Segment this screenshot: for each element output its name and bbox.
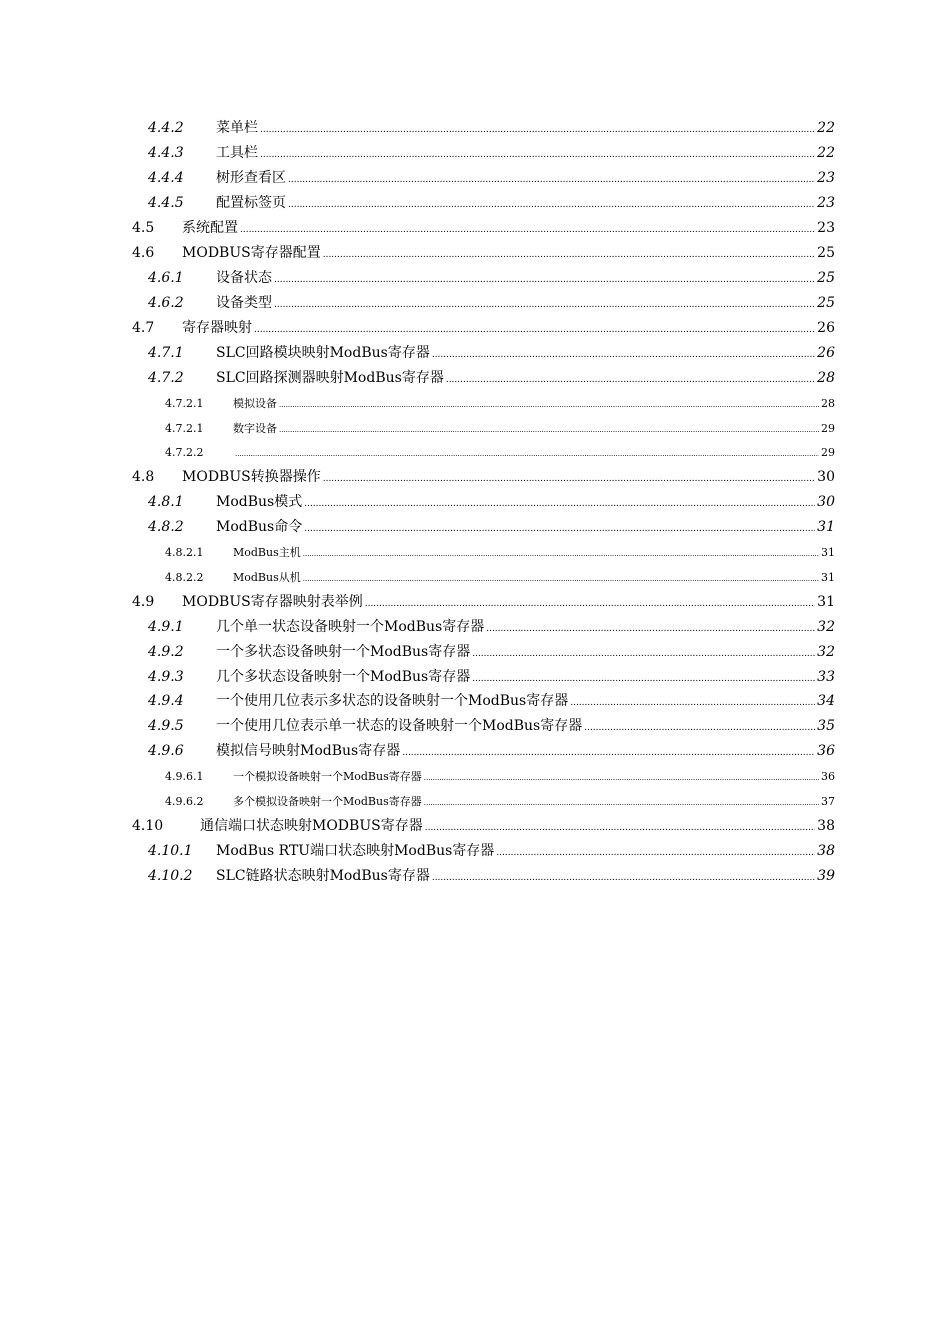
toc-entry[interactable] bbox=[132, 218, 835, 240]
toc-number: 4.5 bbox=[132, 220, 155, 236]
toc-entry[interactable] bbox=[148, 143, 835, 165]
toc-title: MODBUS寄存器映射表举例 bbox=[182, 594, 363, 610]
toc-number: 4.8.1 bbox=[148, 494, 184, 510]
toc-page: 31 bbox=[817, 519, 835, 535]
toc-number: 4.7.2.2 bbox=[165, 446, 204, 459]
toc-leader bbox=[279, 395, 819, 415]
toc-leader bbox=[323, 245, 815, 265]
toc-number: 4.9.2 bbox=[148, 644, 184, 660]
toc-leader bbox=[496, 843, 815, 863]
toc-page: 37 bbox=[821, 795, 835, 808]
toc-title: 模拟信号映射ModBus寄存器 bbox=[216, 743, 401, 759]
toc-title: 菜单栏 bbox=[216, 120, 258, 136]
toc-page: 36 bbox=[821, 770, 835, 783]
toc-entry[interactable] bbox=[132, 243, 835, 265]
toc-title: SLC回路模块映射ModBus寄存器 bbox=[216, 345, 430, 361]
toc-number: 4.7 bbox=[132, 320, 155, 336]
toc-title: 数字设备 bbox=[233, 422, 277, 435]
toc-page: 31 bbox=[821, 546, 835, 559]
toc-title: 树形查看区 bbox=[216, 170, 286, 186]
toc-page: 31 bbox=[817, 594, 835, 610]
toc-number: 4.6 bbox=[132, 245, 155, 261]
toc-entry[interactable] bbox=[148, 741, 835, 763]
toc-number: 4.6.2 bbox=[148, 295, 184, 311]
toc-entry[interactable] bbox=[148, 617, 835, 639]
toc-page: 28 bbox=[817, 370, 835, 386]
toc-page: 22 bbox=[817, 120, 835, 136]
toc-leader bbox=[274, 270, 815, 290]
toc-entry[interactable] bbox=[132, 318, 835, 340]
toc-number: 4.8.2 bbox=[148, 519, 184, 535]
toc-leader bbox=[472, 669, 815, 689]
toc-title: 一个模拟设备映射一个ModBus寄存器 bbox=[233, 770, 422, 783]
toc-entry[interactable] bbox=[132, 592, 835, 614]
toc-page: 36 bbox=[817, 743, 835, 759]
toc-page: 29 bbox=[821, 446, 835, 459]
toc-page: 26 bbox=[817, 320, 835, 336]
toc-leader bbox=[425, 818, 815, 838]
toc-entry[interactable] bbox=[148, 193, 835, 215]
toc-entry[interactable] bbox=[165, 443, 835, 464]
toc-entry[interactable] bbox=[148, 293, 835, 315]
toc-entry[interactable] bbox=[148, 866, 835, 888]
toc-leader bbox=[323, 469, 815, 489]
toc-entry[interactable] bbox=[148, 667, 835, 689]
toc-entry[interactable] bbox=[148, 268, 835, 290]
toc-number: 4.4.3 bbox=[148, 145, 184, 161]
toc-number: 4.4.4 bbox=[148, 170, 184, 186]
toc-title: ModBus从机 bbox=[233, 571, 301, 584]
toc-leader bbox=[432, 345, 815, 365]
toc-number: 4.10 bbox=[132, 818, 164, 834]
toc-leader bbox=[424, 793, 819, 813]
toc-number: 4.8.2.2 bbox=[165, 571, 204, 584]
toc-leader bbox=[304, 519, 815, 539]
toc-leader bbox=[365, 594, 815, 614]
toc-page: 34 bbox=[817, 693, 835, 709]
toc-entry[interactable] bbox=[132, 467, 835, 489]
toc-entry[interactable] bbox=[148, 343, 835, 365]
toc-page: 23 bbox=[817, 195, 835, 211]
toc-title: 配置标签页 bbox=[216, 195, 286, 211]
toc-entry[interactable] bbox=[165, 568, 835, 589]
toc-page: 32 bbox=[817, 644, 835, 660]
toc-entry[interactable] bbox=[148, 517, 835, 539]
toc-title: 设备状态 bbox=[216, 270, 272, 286]
toc-number: 4.7.2 bbox=[148, 370, 184, 386]
toc-entry[interactable] bbox=[148, 492, 835, 514]
toc-title: ModBus模式 bbox=[216, 494, 303, 510]
toc-title: 设备类型 bbox=[216, 295, 272, 311]
toc-entry[interactable] bbox=[165, 543, 835, 564]
toc-leader bbox=[288, 170, 815, 190]
toc-entry[interactable] bbox=[148, 168, 835, 190]
toc-leader bbox=[260, 120, 815, 140]
toc-leader bbox=[432, 868, 815, 888]
toc-entry[interactable] bbox=[148, 841, 835, 863]
toc-title: 一个多状态设备映射一个ModBus寄存器 bbox=[216, 644, 471, 660]
toc-page: 32 bbox=[817, 619, 835, 635]
toc-title: MODBUS转换器操作 bbox=[182, 469, 321, 485]
toc-number: 4.10.1 bbox=[148, 843, 193, 859]
toc-leader bbox=[288, 195, 815, 215]
toc-page: 26 bbox=[817, 345, 835, 361]
toc-page: 30 bbox=[817, 494, 835, 510]
toc-number: 4.8.2.1 bbox=[165, 546, 204, 559]
toc-page: 29 bbox=[821, 422, 835, 435]
toc-entry[interactable] bbox=[148, 368, 835, 390]
toc-page: 23 bbox=[817, 170, 835, 186]
toc-title: 一个使用几位表示单一状态的设备映射一个ModBus寄存器 bbox=[216, 718, 583, 734]
toc-title: 通信端口状态映射MODBUS寄存器 bbox=[200, 818, 423, 834]
toc-leader bbox=[303, 569, 819, 589]
toc-page: 25 bbox=[817, 270, 835, 286]
toc-title: 一个使用几位表示多状态的设备映射一个ModBus寄存器 bbox=[216, 693, 569, 709]
toc-number: 4.6.1 bbox=[148, 270, 184, 286]
toc-page: 22 bbox=[817, 145, 835, 161]
toc-leader bbox=[570, 693, 815, 713]
toc-page: 25 bbox=[817, 245, 835, 261]
toc-leader bbox=[472, 644, 815, 664]
toc-number: 4.7.1 bbox=[148, 345, 184, 361]
toc-title: SLC回路探测器映射ModBus寄存器 bbox=[216, 370, 444, 386]
toc-entry[interactable] bbox=[132, 816, 835, 838]
toc-title: ModBus主机 bbox=[233, 546, 301, 559]
toc-leader bbox=[279, 420, 819, 440]
toc-number: 4.9.6 bbox=[148, 743, 184, 759]
toc-entry[interactable] bbox=[165, 394, 835, 415]
toc-page: 25 bbox=[817, 295, 835, 311]
toc-entry[interactable] bbox=[165, 792, 835, 813]
toc-leader bbox=[260, 145, 815, 165]
toc-number: 4.4.5 bbox=[148, 195, 184, 211]
toc-number: 4.9.3 bbox=[148, 669, 184, 685]
toc-page: 33 bbox=[817, 669, 835, 685]
toc-number: 4.7.2.1 bbox=[165, 397, 204, 410]
toc-number: 4.9.6.2 bbox=[165, 795, 204, 808]
toc-title: SLC链路状态映射ModBus寄存器 bbox=[216, 868, 430, 884]
toc-entry[interactable] bbox=[148, 118, 835, 140]
toc-leader bbox=[446, 370, 815, 390]
toc-entry[interactable] bbox=[165, 767, 835, 788]
toc-page: 39 bbox=[817, 868, 835, 884]
toc-leader bbox=[240, 220, 815, 240]
toc-title: 几个多状态设备映射一个ModBus寄存器 bbox=[216, 669, 471, 685]
toc-number: 4.9.4 bbox=[148, 693, 184, 709]
toc-number: 4.10.2 bbox=[148, 868, 193, 884]
toc-title: 几个单一状态设备映射一个ModBus寄存器 bbox=[216, 619, 485, 635]
toc-number: 4.9.1 bbox=[148, 619, 184, 635]
toc-number: 4.4.2 bbox=[148, 120, 184, 136]
toc-leader bbox=[304, 494, 815, 514]
toc-title: 多个模拟设备映射一个ModBus寄存器 bbox=[233, 795, 422, 808]
toc-title: 寄存器映射 bbox=[182, 320, 252, 336]
toc-entry[interactable] bbox=[165, 419, 835, 440]
toc-title: ModBus命令 bbox=[216, 519, 303, 535]
toc-page: 30 bbox=[817, 469, 835, 485]
toc-page: 23 bbox=[817, 220, 835, 236]
toc-title: 模拟设备 bbox=[233, 397, 277, 410]
toc-number: 4.9 bbox=[132, 594, 155, 610]
toc-number: 4.9.6.1 bbox=[165, 770, 204, 783]
toc-number: 4.9.5 bbox=[148, 718, 184, 734]
toc-leader bbox=[584, 718, 815, 738]
toc-entry[interactable] bbox=[148, 642, 835, 664]
toc-leader bbox=[402, 743, 815, 763]
toc-page: 28 bbox=[821, 397, 835, 410]
toc-entry[interactable] bbox=[148, 716, 835, 738]
toc-number: 4.7.2.1 bbox=[165, 422, 204, 435]
toc-page: 38 bbox=[817, 843, 835, 859]
toc-leader bbox=[274, 295, 815, 315]
toc-leader bbox=[424, 768, 819, 788]
toc-page: 35 bbox=[817, 718, 835, 734]
toc-title: MODBUS寄存器配置 bbox=[182, 245, 321, 261]
toc-leader bbox=[254, 320, 815, 340]
toc-leader bbox=[303, 544, 819, 564]
toc-entry[interactable] bbox=[148, 691, 835, 713]
toc-title: ModBus RTU端口状态映射ModBus寄存器 bbox=[216, 843, 495, 859]
toc-page: 31 bbox=[821, 571, 835, 584]
toc-title: 工具栏 bbox=[216, 145, 258, 161]
toc-number: 4.8 bbox=[132, 469, 155, 485]
toc-page: 38 bbox=[817, 818, 835, 834]
toc-leader bbox=[486, 619, 815, 639]
toc-title: 系统配置 bbox=[182, 220, 238, 236]
toc-leader bbox=[235, 444, 819, 464]
